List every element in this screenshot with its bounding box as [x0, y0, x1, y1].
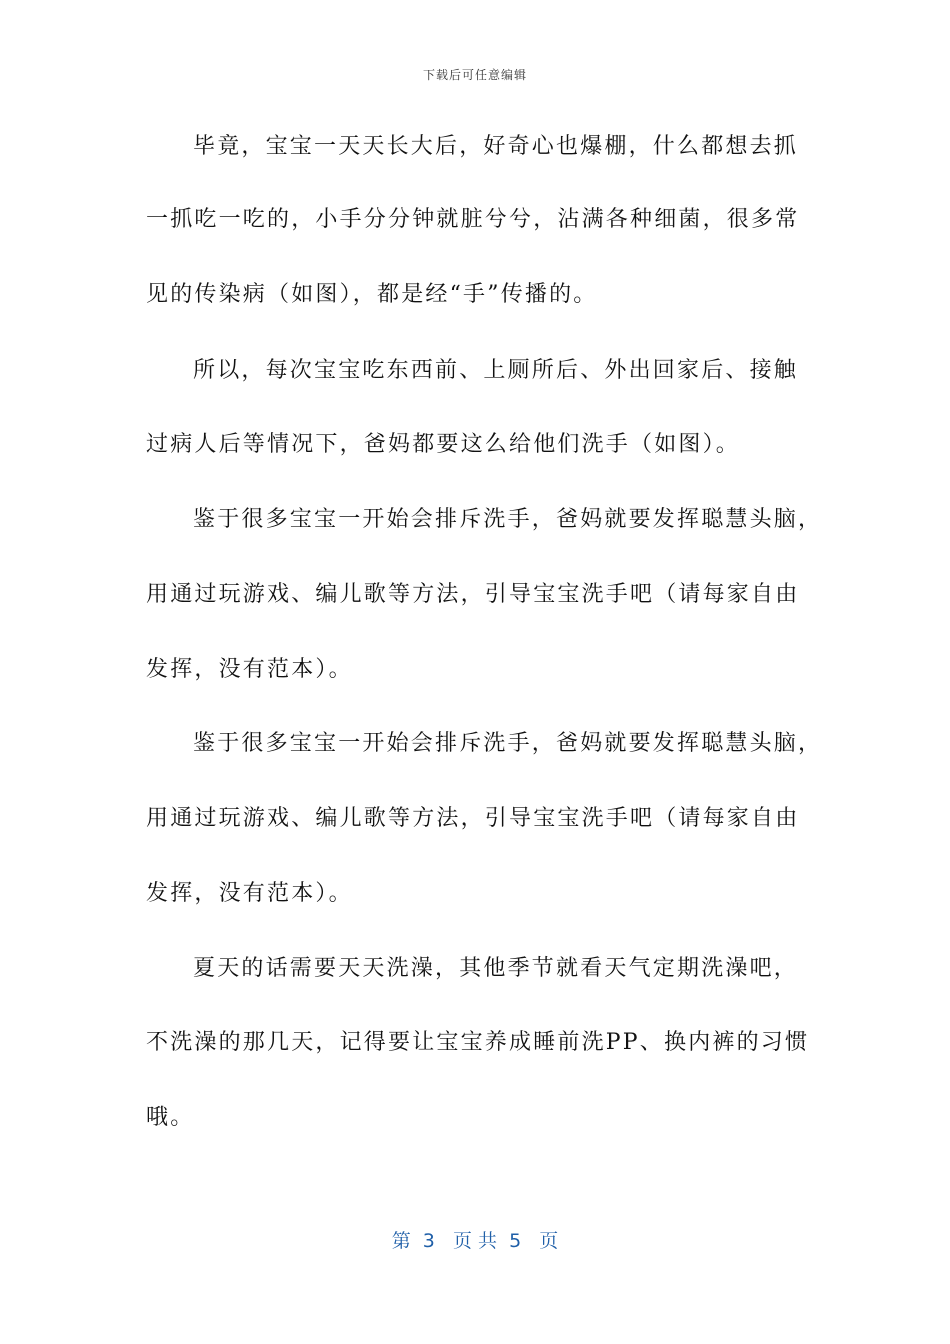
page-number: 第 3 页 共 5 页: [391, 1230, 559, 1252]
text-line: 用通过玩游戏、编儿歌等方法，引导宝宝洗手吧（请每家自由: [146, 806, 800, 831]
text-line: 鉴于很多宝宝一开始会排斥洗手，爸妈就要发挥聪慧头脑，: [193, 507, 823, 532]
text-line: 见的传染病（如图），都是经“手”传播的。: [146, 282, 598, 307]
text-line: 过病人后等情况下，爸妈都要这么给他们洗手（如图）。: [146, 432, 741, 457]
text-line: 用通过玩游戏、编儿歌等方法，引导宝宝洗手吧（请每家自由: [146, 582, 800, 607]
text-line: 毕竟，宝宝一天天长大后，好奇心也爆棚，什么都想去抓: [193, 134, 799, 159]
text-line: 一抓吃一吃的，小手分分钟就脏兮兮，沾满各种细菌，很多常: [146, 207, 800, 232]
text-line: 鉴于很多宝宝一开始会排斥洗手，爸妈就要发挥聪慧头脑，: [193, 731, 823, 756]
text-line: 不洗澡的那几天，记得要让宝宝养成睡前洗PP、换内裤的习惯: [146, 1030, 810, 1055]
text-line: 发挥，没有范本）。: [146, 657, 353, 682]
text-line: 发挥，没有范本）。: [146, 881, 353, 906]
text-line: 哦。: [146, 1105, 195, 1130]
text-line: 所以，每次宝宝吃东西前、上厕所后、外出回家后、接触: [193, 358, 799, 383]
header-note: 下载后可任意编辑: [422, 68, 527, 82]
text-line: 夏天的话需要天天洗澡，其他季节就看天气定期洗澡吧，: [193, 956, 799, 981]
